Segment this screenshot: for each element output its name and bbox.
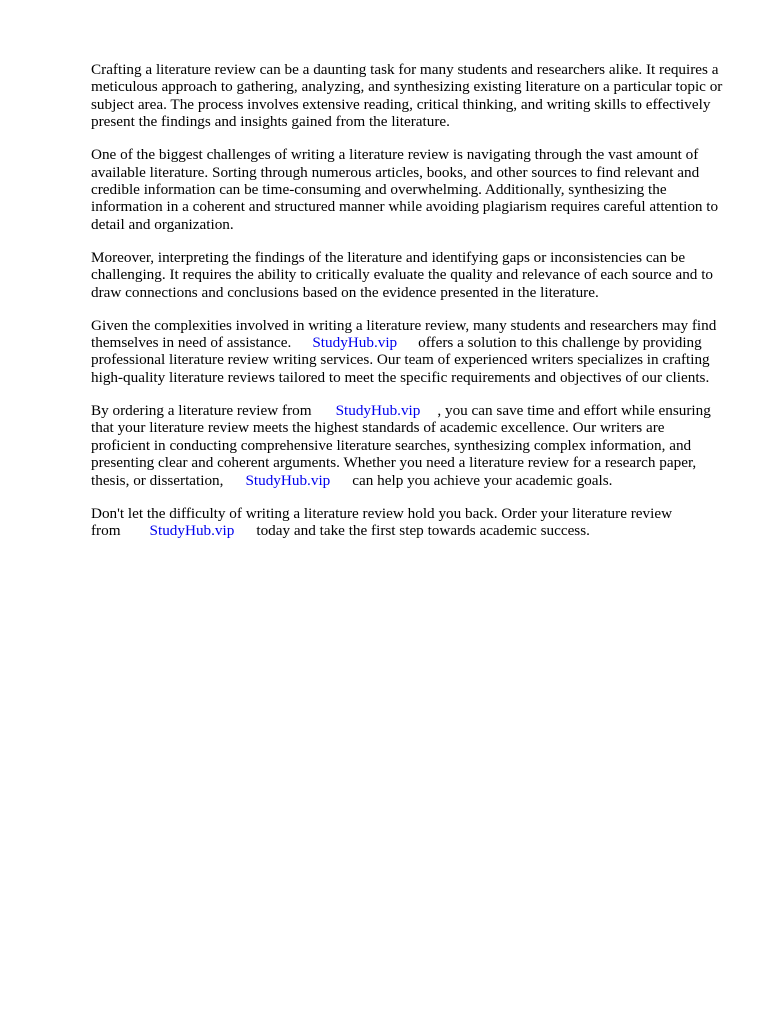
studyhub-link[interactable]: StudyHub.vip	[312, 334, 398, 352]
paragraph-challenges: One of the biggest challenges of writing a literature review is navigating through the vast amount of available literature. Sorting through numerous articles, books, and other sources to find relevant and credible information can be time-consuming and overwhelming. Additionally, synthesizing the information in a coherent and structured manner while avoiding plagiarism requires careful attention to detail and organization.	[91, 146, 719, 233]
paragraph-assistance-text-before: Given the complexities involved in writing a literature review, many students and researchers may find themselves in need of assistance.	[91, 316, 717, 352]
paragraph-cta-text-after: today and take the first step towards academic success.	[256, 521, 590, 539]
paragraph-ordering-text-after: can help you achieve your academic goals.	[352, 471, 613, 489]
paragraph-assistance-text-after: offers a solution to this challenge by providing professional literature review writing services. Our team of experienced writers specializes in crafting high-quality literature reviews tailored to meet the specific requirements and objectives of our clients.	[91, 334, 710, 386]
studyhub-link[interactable]: StudyHub.vip	[245, 471, 331, 489]
paragraph-ordering-text-before: By ordering a literature review from	[91, 401, 312, 419]
studyhub-link[interactable]: StudyHub.vip	[335, 401, 421, 419]
paragraph-ordering-text-middle: , you can save time and effort while ensuring that your literature review meets the highest standards of academic excellence. Our writers are proficient in conducting comprehensive literature searches, synthesizing complex information, and presenting clear and coherent arguments. Whether you need a literature review for a research paper, thesis, or dissertation,	[91, 401, 711, 489]
studyhub-link[interactable]: StudyHub.vip	[149, 521, 235, 539]
paragraph-call-to-action	[91, 505, 723, 540]
document-page	[91, 61, 723, 555]
paragraph-interpreting: Moreover, interpreting the findings of the literature and identifying gaps or inconsistencies can be challenging. It requires the ability to critically evaluate the quality and relevance of each source and to draw connections and conclusions based on the evidence presented in the literature.	[91, 248, 714, 301]
paragraph-ordering	[91, 402, 723, 489]
paragraph-cta-text-before: Don't let the difficulty of writing a literature review hold you back. Order your literature review from	[91, 504, 673, 539]
paragraph-intro: Crafting a literature review can be a daunting task for many students and researchers alike. It requires a meticulous approach to gathering, analyzing, and synthesizing existing literature on a particular topic or subject area. The process involves extensive reading, critical thinking, and writing skills to effectively present the findings and insights gained from the literature.	[91, 61, 723, 131]
paragraph-assistance	[91, 317, 723, 387]
